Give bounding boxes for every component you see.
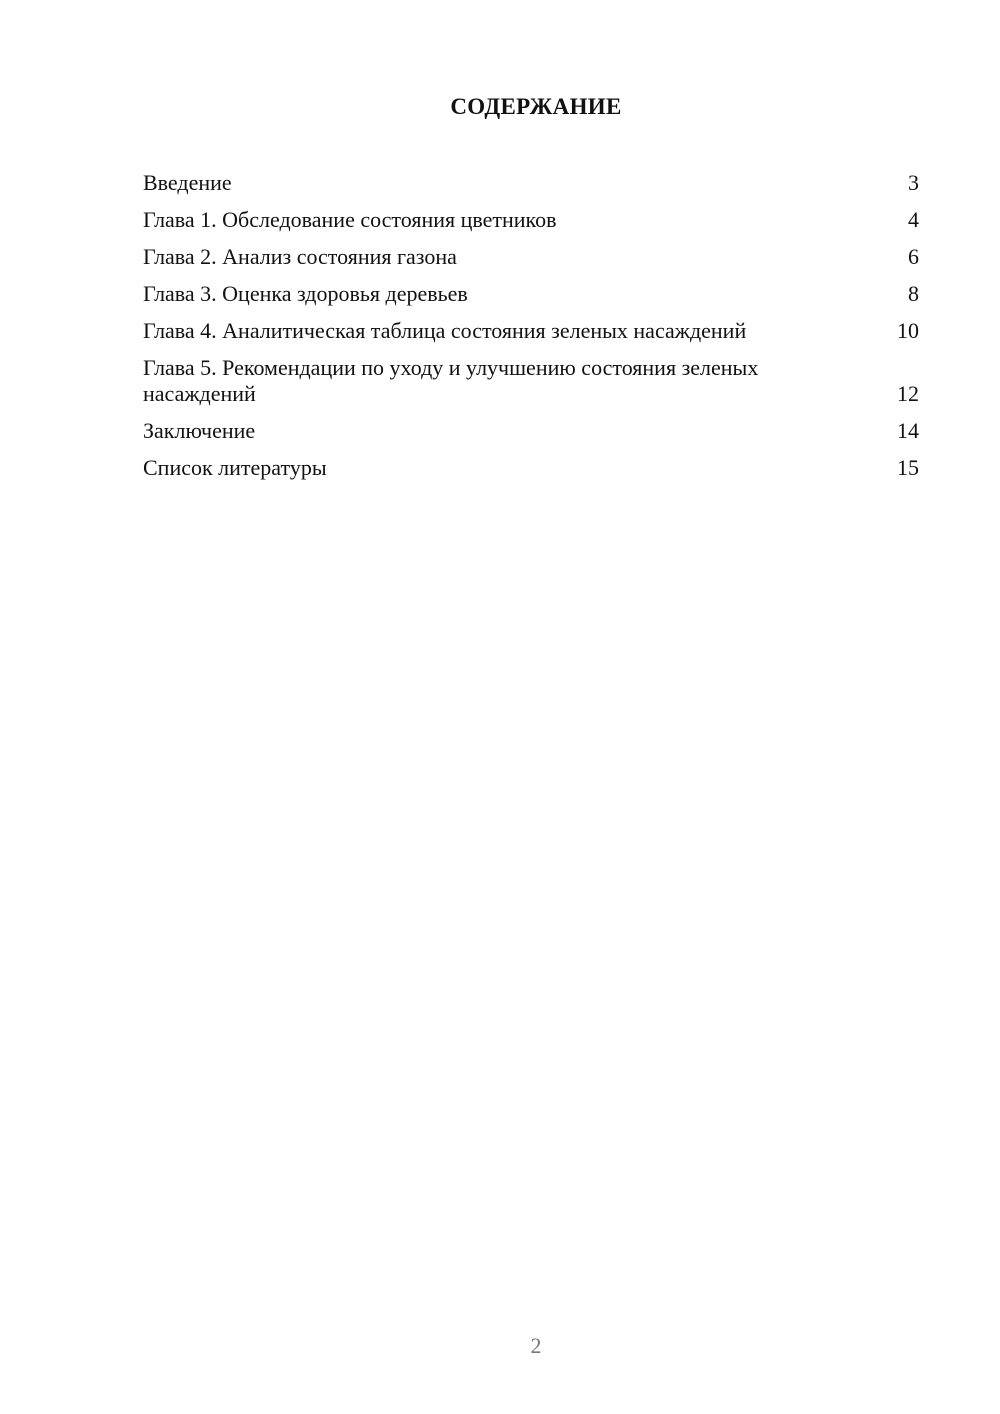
toc-entry-chapter-1 — [143, 207, 919, 233]
page-number: 2 — [530, 1333, 542, 1358]
toc-entry-text: Глава 4. Аналитическая таблица состояния зеленых насаждений — [143, 318, 747, 343]
toc-entry-page: 6 — [908, 244, 919, 269]
toc-entry-page: 8 — [908, 281, 919, 306]
toc-entry-text: Глава 5. Рекомендации по уходу и улучшению состояния зеленых насаждений — [143, 355, 759, 406]
toc-entry-page: 14 — [897, 418, 919, 443]
toc-entry-text: Глава 2. Анализ состояния газона — [143, 244, 457, 269]
toc-entry-text: Глава 3. Оценка здоровья деревьев — [143, 281, 468, 306]
toc-entry-introduction — [143, 170, 919, 196]
toc-entry-chapter-2 — [143, 244, 919, 270]
toc-entry-text: Введение — [143, 170, 232, 195]
table-of-contents — [143, 170, 919, 492]
toc-entry-chapter-5 — [143, 355, 919, 407]
toc-entry-chapter-4 — [143, 318, 919, 344]
toc-entry-page: 3 — [908, 170, 919, 195]
toc-entry-page: 12 — [897, 381, 919, 406]
toc-entry-page: 4 — [908, 207, 919, 232]
toc-entry-page: 15 — [897, 455, 919, 480]
toc-entry-text: Список литературы — [143, 455, 327, 480]
toc-entry-chapter-3 — [143, 281, 919, 307]
toc-entry-page: 10 — [897, 318, 919, 343]
toc-entry-text: Глава 1. Обследование состояния цветников — [143, 207, 557, 232]
toc-entry-conclusion — [143, 418, 919, 444]
toc-entry-bibliography — [143, 455, 919, 481]
toc-entry-text: Заключение — [143, 418, 256, 443]
toc-title: СОДЕРЖАНИЕ — [450, 94, 622, 119]
